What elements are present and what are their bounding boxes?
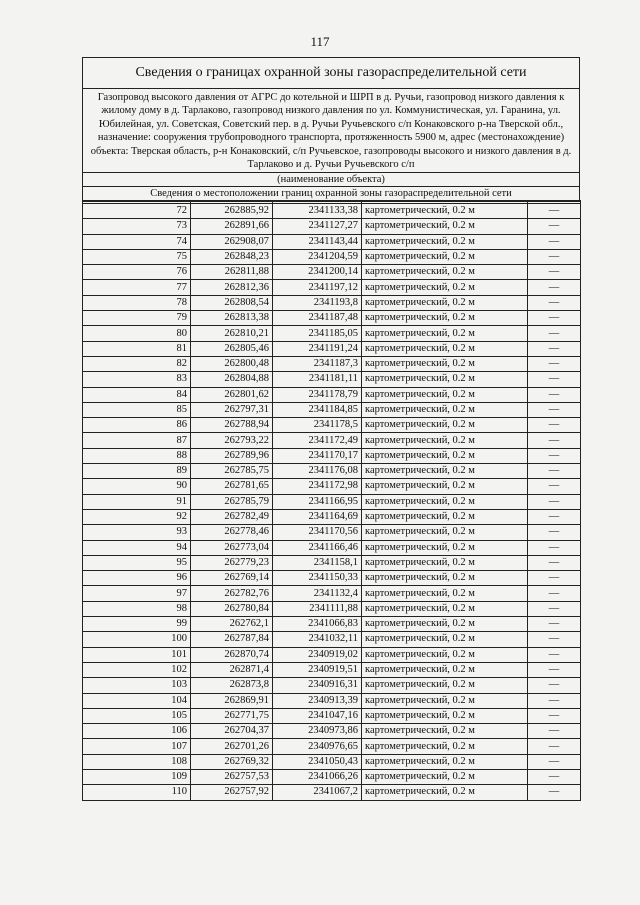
table-row bbox=[83, 249, 581, 264]
table-row bbox=[83, 662, 581, 677]
point-number: 107 bbox=[83, 739, 191, 754]
table-row bbox=[83, 632, 581, 647]
point-number: 82 bbox=[83, 356, 191, 371]
note-dash: — bbox=[528, 249, 581, 264]
coord-y: 2341184,85 bbox=[273, 402, 362, 417]
point-number: 77 bbox=[83, 280, 191, 295]
object-caption: (наименование объекта) bbox=[83, 173, 579, 187]
table-row bbox=[83, 372, 581, 387]
note-dash: — bbox=[528, 418, 581, 433]
point-number: 84 bbox=[83, 387, 191, 402]
note-dash: — bbox=[528, 555, 581, 570]
coord-x: 262810,21 bbox=[191, 326, 273, 341]
note-dash: — bbox=[528, 739, 581, 754]
coord-y: 2341111,88 bbox=[273, 601, 362, 616]
coord-x: 262785,79 bbox=[191, 494, 273, 509]
table-row bbox=[83, 708, 581, 723]
coord-y: 2341132,4 bbox=[273, 586, 362, 601]
point-number: 75 bbox=[83, 249, 191, 264]
point-number: 90 bbox=[83, 479, 191, 494]
note-dash: — bbox=[528, 464, 581, 479]
coord-y: 2341050,43 bbox=[273, 754, 362, 769]
note-dash: — bbox=[528, 540, 581, 555]
method-accuracy: картометрический, 0.2 м bbox=[362, 632, 528, 647]
note-dash: — bbox=[528, 295, 581, 310]
point-number: 88 bbox=[83, 448, 191, 463]
coord-y: 2340919,02 bbox=[273, 647, 362, 662]
table-row bbox=[83, 678, 581, 693]
coord-x: 262873,8 bbox=[191, 678, 273, 693]
coord-x: 262848,23 bbox=[191, 249, 273, 264]
note-dash: — bbox=[528, 693, 581, 708]
point-number: 92 bbox=[83, 509, 191, 524]
coord-x: 262871,4 bbox=[191, 662, 273, 677]
point-number: 86 bbox=[83, 418, 191, 433]
table-row bbox=[83, 280, 581, 295]
point-number: 89 bbox=[83, 464, 191, 479]
coord-y: 2341172,49 bbox=[273, 433, 362, 448]
table-row bbox=[83, 219, 581, 234]
method-accuracy: картометрический, 0.2 м bbox=[362, 525, 528, 540]
point-number: 110 bbox=[83, 785, 191, 800]
point-number: 97 bbox=[83, 586, 191, 601]
coord-x: 262813,38 bbox=[191, 311, 273, 326]
table-row bbox=[83, 739, 581, 754]
method-accuracy: картометрический, 0.2 м bbox=[362, 678, 528, 693]
coord-y: 2341164,69 bbox=[273, 509, 362, 524]
method-accuracy: картометрический, 0.2 м bbox=[362, 433, 528, 448]
method-accuracy: картометрический, 0.2 м bbox=[362, 754, 528, 769]
method-accuracy: картометрический, 0.2 м bbox=[362, 280, 528, 295]
table-row bbox=[83, 387, 581, 402]
method-accuracy: картометрический, 0.2 м bbox=[362, 356, 528, 371]
point-number: 78 bbox=[83, 295, 191, 310]
note-dash: — bbox=[528, 769, 581, 784]
method-accuracy: картометрический, 0.2 м bbox=[362, 402, 528, 417]
coord-y: 2341133,38 bbox=[273, 204, 362, 219]
table-row bbox=[83, 494, 581, 509]
coord-x: 262771,75 bbox=[191, 708, 273, 723]
coord-y: 2341185,05 bbox=[273, 326, 362, 341]
coordinates-table-body bbox=[83, 201, 581, 801]
note-dash: — bbox=[528, 617, 581, 632]
method-accuracy: картометрический, 0.2 м bbox=[362, 586, 528, 601]
note-dash: — bbox=[528, 448, 581, 463]
header-box bbox=[82, 57, 580, 202]
point-number: 79 bbox=[83, 311, 191, 326]
table-row bbox=[83, 448, 581, 463]
method-accuracy: картометрический, 0.2 м bbox=[362, 494, 528, 509]
coord-y: 2341181,11 bbox=[273, 372, 362, 387]
coord-x: 262885,92 bbox=[191, 204, 273, 219]
point-number: 98 bbox=[83, 601, 191, 616]
coord-y: 2341178,5 bbox=[273, 418, 362, 433]
table-row bbox=[83, 586, 581, 601]
note-dash: — bbox=[528, 234, 581, 249]
table-row bbox=[83, 295, 581, 310]
table-row bbox=[83, 464, 581, 479]
point-number: 105 bbox=[83, 708, 191, 723]
note-dash: — bbox=[528, 785, 581, 800]
point-number: 80 bbox=[83, 326, 191, 341]
coord-y: 2341197,12 bbox=[273, 280, 362, 295]
coord-x: 262797,31 bbox=[191, 402, 273, 417]
note-dash: — bbox=[528, 678, 581, 693]
coord-x: 262787,84 bbox=[191, 632, 273, 647]
method-accuracy: картометрический, 0.2 м bbox=[362, 295, 528, 310]
coord-y: 2341170,56 bbox=[273, 525, 362, 540]
coord-x: 262701,26 bbox=[191, 739, 273, 754]
coord-x: 262785,75 bbox=[191, 464, 273, 479]
coord-x: 262779,23 bbox=[191, 555, 273, 570]
coord-x: 262778,46 bbox=[191, 525, 273, 540]
note-dash: — bbox=[528, 754, 581, 769]
table-row bbox=[83, 601, 581, 616]
table-row bbox=[83, 785, 581, 800]
method-accuracy: картометрический, 0.2 м bbox=[362, 708, 528, 723]
method-accuracy: картометрический, 0.2 м bbox=[362, 219, 528, 234]
method-accuracy: картометрический, 0.2 м bbox=[362, 693, 528, 708]
coord-y: 2340973,86 bbox=[273, 724, 362, 739]
coord-y: 2341158,1 bbox=[273, 555, 362, 570]
method-accuracy: картометрический, 0.2 м bbox=[362, 769, 528, 784]
point-number: 102 bbox=[83, 662, 191, 677]
point-number: 72 bbox=[83, 204, 191, 219]
note-dash: — bbox=[528, 494, 581, 509]
note-dash: — bbox=[528, 662, 581, 677]
coord-y: 2340916,31 bbox=[273, 678, 362, 693]
coord-y: 2341166,46 bbox=[273, 540, 362, 555]
object-description: Газопровод высокого давления от АГРС до котельной и ШРП в д. Ручьи, газопровод низкого давления к жилому дому в д. Тарлаково, газопровод низкого давления по ул. Коммунистическая, ул. Гаранина, ул. Юбилейная, ул. Советская, Советский пер. в д. Ручьи Ручьевского с/п Конаковского р-на Тверской обл., назначение: сооружения трубопроводного транспорта, протяженность 5900 м, адрес (местонахождение) объекта: Тверская область, р-н Конаковский, с/п Ручьевское, газопроводы высокого и низкого давления в д. Тарлаково и д. Ручьи Ручьевского с/п bbox=[83, 89, 579, 173]
coord-x: 262762,1 bbox=[191, 617, 273, 632]
table-row bbox=[83, 754, 581, 769]
coord-y: 2341170,17 bbox=[273, 448, 362, 463]
method-accuracy: картометрический, 0.2 м bbox=[362, 555, 528, 570]
point-number: 109 bbox=[83, 769, 191, 784]
note-dash: — bbox=[528, 647, 581, 662]
coord-x: 262704,37 bbox=[191, 724, 273, 739]
page-number: 117 bbox=[310, 34, 330, 49]
coord-x: 262805,46 bbox=[191, 341, 273, 356]
method-accuracy: картометрический, 0.2 м bbox=[362, 265, 528, 280]
point-number: 93 bbox=[83, 525, 191, 540]
coord-y: 2341066,83 bbox=[273, 617, 362, 632]
note-dash: — bbox=[528, 509, 581, 524]
method-accuracy: картометрический, 0.2 м bbox=[362, 311, 528, 326]
coord-x: 262804,88 bbox=[191, 372, 273, 387]
note-dash: — bbox=[528, 479, 581, 494]
coord-y: 2341178,79 bbox=[273, 387, 362, 402]
coord-y: 2340976,65 bbox=[273, 739, 362, 754]
coord-x: 262869,91 bbox=[191, 693, 273, 708]
coord-y: 2341047,16 bbox=[273, 708, 362, 723]
method-accuracy: картометрический, 0.2 м bbox=[362, 234, 528, 249]
point-number: 96 bbox=[83, 571, 191, 586]
note-dash: — bbox=[528, 724, 581, 739]
point-number: 73 bbox=[83, 219, 191, 234]
coord-y: 2341200,14 bbox=[273, 265, 362, 280]
point-number: 101 bbox=[83, 647, 191, 662]
method-accuracy: картометрический, 0.2 м bbox=[362, 540, 528, 555]
method-accuracy: картометрический, 0.2 м bbox=[362, 464, 528, 479]
method-accuracy: картометрический, 0.2 м bbox=[362, 387, 528, 402]
note-dash: — bbox=[528, 372, 581, 387]
coord-x: 262812,36 bbox=[191, 280, 273, 295]
point-number: 94 bbox=[83, 540, 191, 555]
method-accuracy: картометрический, 0.2 м bbox=[362, 479, 528, 494]
coord-y: 2341204,59 bbox=[273, 249, 362, 264]
coord-y: 2340913,39 bbox=[273, 693, 362, 708]
note-dash: — bbox=[528, 402, 581, 417]
coord-x: 262781,65 bbox=[191, 479, 273, 494]
coord-y: 2341172,98 bbox=[273, 479, 362, 494]
method-accuracy: картометрический, 0.2 м bbox=[362, 601, 528, 616]
table-row bbox=[83, 769, 581, 784]
note-dash: — bbox=[528, 632, 581, 647]
table-row bbox=[83, 204, 581, 219]
note-dash: — bbox=[528, 356, 581, 371]
coord-x: 262788,94 bbox=[191, 418, 273, 433]
note-dash: — bbox=[528, 708, 581, 723]
point-number: 100 bbox=[83, 632, 191, 647]
coord-x: 262782,49 bbox=[191, 509, 273, 524]
coord-x: 262769,14 bbox=[191, 571, 273, 586]
coordinates-table bbox=[82, 200, 581, 801]
coord-x: 262811,88 bbox=[191, 265, 273, 280]
table-row bbox=[83, 540, 581, 555]
table-row bbox=[83, 479, 581, 494]
note-dash: — bbox=[528, 571, 581, 586]
coord-x: 262808,54 bbox=[191, 295, 273, 310]
table-row bbox=[83, 356, 581, 371]
point-number: 87 bbox=[83, 433, 191, 448]
method-accuracy: картометрический, 0.2 м bbox=[362, 418, 528, 433]
method-accuracy: картометрический, 0.2 м bbox=[362, 509, 528, 524]
method-accuracy: картометрический, 0.2 м bbox=[362, 448, 528, 463]
table-row bbox=[83, 418, 581, 433]
table-row bbox=[83, 234, 581, 249]
coord-y: 2341193,8 bbox=[273, 295, 362, 310]
coord-y: 2341032,11 bbox=[273, 632, 362, 647]
point-number: 104 bbox=[83, 693, 191, 708]
table-row bbox=[83, 265, 581, 280]
note-dash: — bbox=[528, 311, 581, 326]
note-dash: — bbox=[528, 280, 581, 295]
method-accuracy: картометрический, 0.2 м bbox=[362, 571, 528, 586]
note-dash: — bbox=[528, 219, 581, 234]
page-title: Сведения о границах охранной зоны газораспределительной сети bbox=[83, 58, 579, 89]
coord-x: 262793,22 bbox=[191, 433, 273, 448]
coord-y: 2341176,08 bbox=[273, 464, 362, 479]
table-row bbox=[83, 509, 581, 524]
coord-y: 2341166,95 bbox=[273, 494, 362, 509]
coord-y: 2341150,33 bbox=[273, 571, 362, 586]
table-row bbox=[83, 326, 581, 341]
point-number: 103 bbox=[83, 678, 191, 693]
table-row bbox=[83, 341, 581, 356]
coord-y: 2341127,27 bbox=[273, 219, 362, 234]
method-accuracy: картометрический, 0.2 м bbox=[362, 341, 528, 356]
note-dash: — bbox=[528, 387, 581, 402]
coord-x: 262891,66 bbox=[191, 219, 273, 234]
coord-x: 262870,74 bbox=[191, 647, 273, 662]
method-accuracy: картометрический, 0.2 м bbox=[362, 785, 528, 800]
table-row bbox=[83, 647, 581, 662]
note-dash: — bbox=[528, 525, 581, 540]
coord-y: 2341143,44 bbox=[273, 234, 362, 249]
point-number: 76 bbox=[83, 265, 191, 280]
method-accuracy: картометрический, 0.2 м bbox=[362, 617, 528, 632]
note-dash: — bbox=[528, 326, 581, 341]
point-number: 99 bbox=[83, 617, 191, 632]
coord-y: 2341187,48 bbox=[273, 311, 362, 326]
point-number: 106 bbox=[83, 724, 191, 739]
point-number: 95 bbox=[83, 555, 191, 570]
coord-x: 262801,62 bbox=[191, 387, 273, 402]
method-accuracy: картометрический, 0.2 м bbox=[362, 204, 528, 219]
note-dash: — bbox=[528, 265, 581, 280]
coord-x: 262908,07 bbox=[191, 234, 273, 249]
method-accuracy: картометрический, 0.2 м bbox=[362, 662, 528, 677]
method-accuracy: картометрический, 0.2 м bbox=[362, 372, 528, 387]
coord-x: 262769,32 bbox=[191, 754, 273, 769]
table-row bbox=[83, 311, 581, 326]
coord-x: 262780,84 bbox=[191, 601, 273, 616]
point-number: 81 bbox=[83, 341, 191, 356]
coord-y: 2341191,24 bbox=[273, 341, 362, 356]
method-accuracy: картометрический, 0.2 м bbox=[362, 647, 528, 662]
method-accuracy: картометрический, 0.2 м bbox=[362, 724, 528, 739]
table-row bbox=[83, 693, 581, 708]
coord-y: 2341067,2 bbox=[273, 785, 362, 800]
section-title: Сведения о местоположении границ охранной зоны газораспределительной сети bbox=[150, 188, 512, 200]
note-dash: — bbox=[528, 586, 581, 601]
coord-x: 262757,92 bbox=[191, 785, 273, 800]
table-row bbox=[83, 555, 581, 570]
note-dash: — bbox=[528, 433, 581, 448]
method-accuracy: картометрический, 0.2 м bbox=[362, 739, 528, 754]
point-number: 83 bbox=[83, 372, 191, 387]
point-number: 91 bbox=[83, 494, 191, 509]
method-accuracy: картометрический, 0.2 м bbox=[362, 326, 528, 341]
point-number: 85 bbox=[83, 402, 191, 417]
table-row bbox=[83, 724, 581, 739]
coord-x: 262800,48 bbox=[191, 356, 273, 371]
coord-x: 262782,76 bbox=[191, 586, 273, 601]
coord-y: 2340919,51 bbox=[273, 662, 362, 677]
table-row bbox=[83, 571, 581, 586]
coord-x: 262773,04 bbox=[191, 540, 273, 555]
table-row bbox=[83, 617, 581, 632]
method-accuracy: картометрический, 0.2 м bbox=[362, 249, 528, 264]
coord-y: 2341066,26 bbox=[273, 769, 362, 784]
coord-x: 262789,96 bbox=[191, 448, 273, 463]
table-row bbox=[83, 525, 581, 540]
point-number: 74 bbox=[83, 234, 191, 249]
table-row bbox=[83, 433, 581, 448]
note-dash: — bbox=[528, 204, 581, 219]
note-dash: — bbox=[528, 341, 581, 356]
note-dash: — bbox=[528, 601, 581, 616]
point-number: 108 bbox=[83, 754, 191, 769]
coord-x: 262757,53 bbox=[191, 769, 273, 784]
coord-y: 2341187,3 bbox=[273, 356, 362, 371]
table-row bbox=[83, 402, 581, 417]
